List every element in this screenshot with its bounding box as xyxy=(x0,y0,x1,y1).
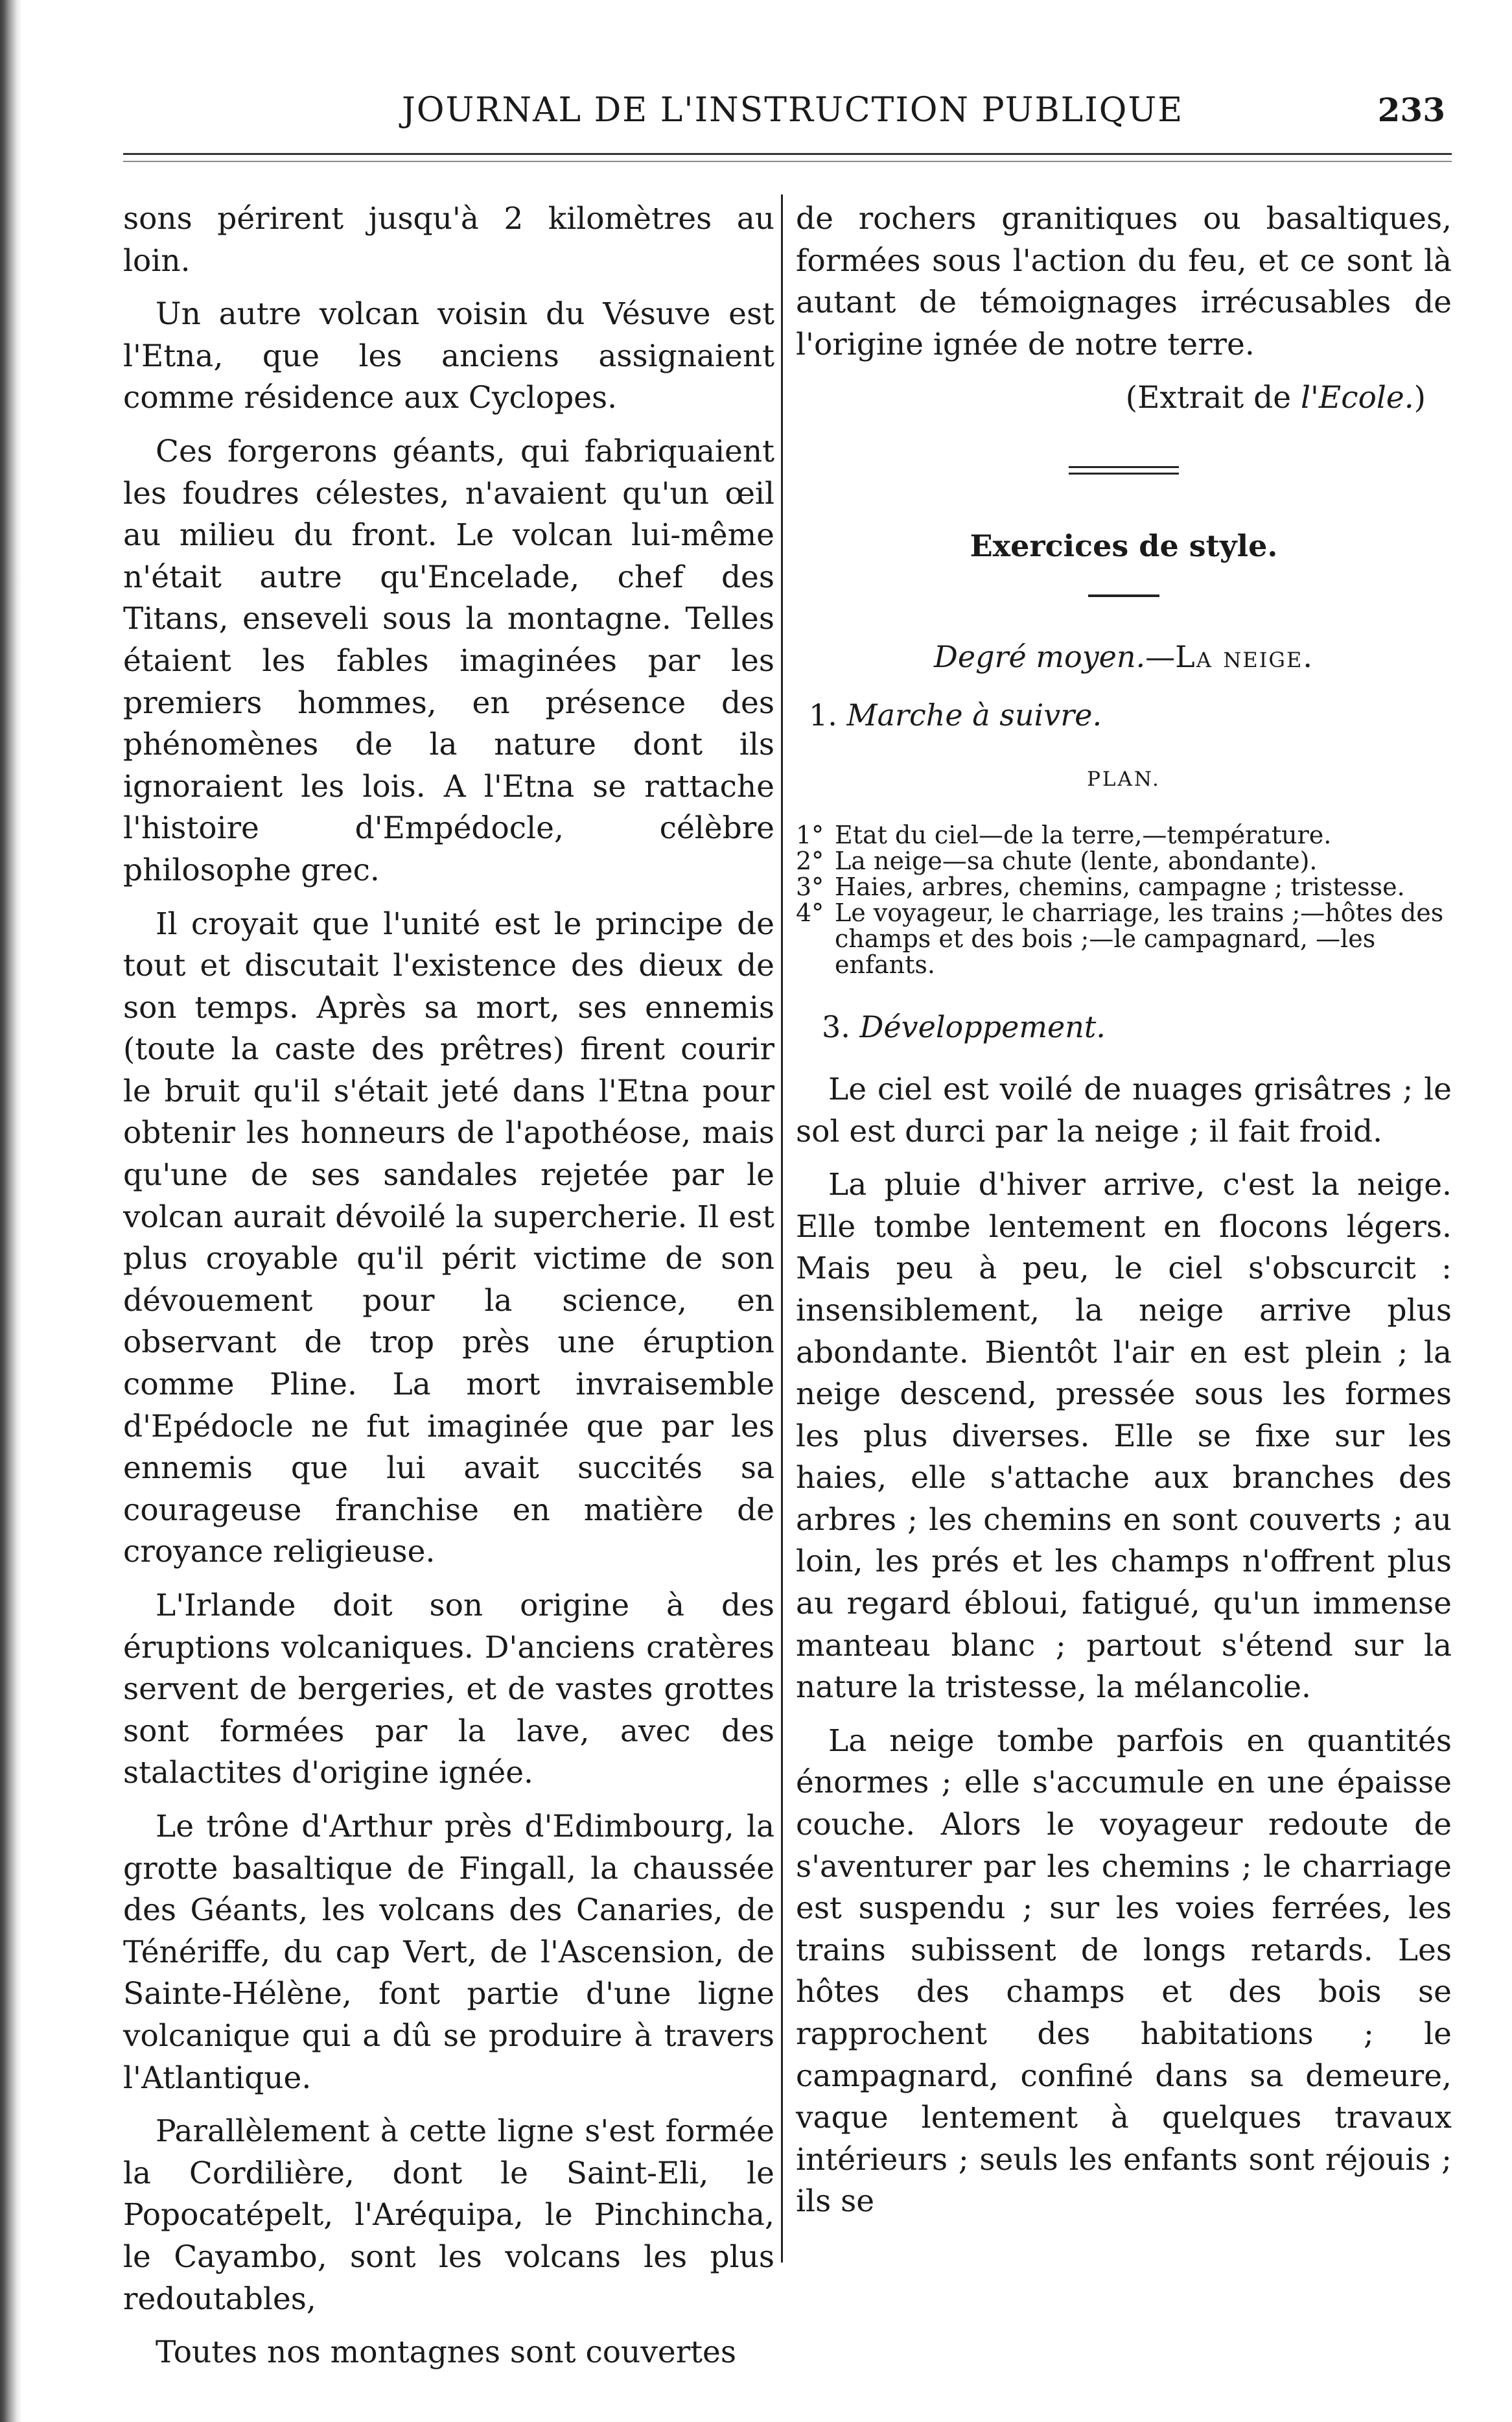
plan-item-number: 2° xyxy=(796,847,824,876)
plan-item-text: Etat du ciel—de la terre,—température. xyxy=(835,821,1332,850)
exercise-topic: La neige. xyxy=(1175,639,1314,674)
degree-dash: — xyxy=(1145,639,1176,674)
credit-prefix: (Extrait de xyxy=(1125,380,1301,416)
plan-item-number: 4° xyxy=(796,899,824,928)
paragraph: L'Irlande doit son origine à des éruptions volcaniques. D'anciens cratères servent de bergeries, et de vastes grottes sont formées par la lave, avec des stalactites d'origine ignée. xyxy=(123,1588,774,1791)
degree-label: Degré moyen. xyxy=(934,639,1146,674)
header-rule xyxy=(123,153,1452,155)
paragraph: Toutes nos montagnes sont couvertes xyxy=(156,2334,736,2371)
paragraph: Ces forgerons géants, qui fabriquaient les foudres célestes, n'avaient qu'un œil au milieu du front. Le volcan lui-même n'était autre qu'Encelade, chef des Titans, enseveli sous la montagne. Telles étaient les fables imaginées par les premiers hommes, en présence des phénomènes de la nature dont ils ignoraient les lois. A l'Etna se rattache l'histoire d'Empédocle, célèbre philosophe grec. xyxy=(123,433,774,888)
plan-item-text: La neige—sa chute (lente, abondante). xyxy=(835,847,1318,876)
plan-item-text: Le voyageur, le charriage, les trains ;—hôtes des champs et des bois ;—le campagnard, —les enfants. xyxy=(835,899,1444,980)
plan-item xyxy=(796,900,1452,978)
plan-item xyxy=(796,848,1452,874)
paragraph: Le ciel est voilé de nuages grisâtres ; le sol est durci par la neige ; il fait froid. xyxy=(796,1071,1452,1149)
paragraph: La neige tombe parfois en quantités énormes ; elle s'accumule en une épaisse couche. Alors le voyageur redoute de s'aventurer par les chemins ; le charriage est suspendu ; sur les voies ferrées, les trains subissent de longs retards. Les hôtes des champs et des bois se rapprochent des habitations ; le campagnard, confiné dans sa demeure, vaque lentement à quelques travaux intérieurs ; seuls les enfants sont réjouis ; ils se xyxy=(796,1722,1452,2220)
paragraph: de rochers granitiques ou basaltiques, formées sous l'action du feu, et ce sont là autant de témoignages irrécusables de l'origine ignée de notre terre. xyxy=(796,201,1452,362)
credit-source: l'Ecole. xyxy=(1300,380,1414,416)
step-label: Développement. xyxy=(859,1009,1106,1045)
plan-item-text: Haies, arbres, chemins, campagne ; tristesse. xyxy=(835,873,1405,902)
step-number: 3. xyxy=(822,1009,850,1045)
journal-title: JOURNAL DE L'INSTRUCTION PUBLIQUE xyxy=(402,91,1184,130)
right-column xyxy=(796,198,1452,2235)
plan-list xyxy=(796,822,1452,978)
page-number: 233 xyxy=(1377,91,1445,129)
plan-label: PLAN. xyxy=(1087,767,1161,791)
plan-item-number: 1° xyxy=(796,821,824,850)
paragraph: Parallèlement à cette ligne s'est formée la Cordilière, dont le Saint-Eli, le Popocatépelt, l'Aréquipa, le Pinchincha, le Cayambo, sont les volcans les plus redoutables, xyxy=(123,2113,774,2317)
running-header xyxy=(117,91,1452,143)
paragraph: Un autre volcan voisin du Vésuve est l'Etna, que les anciens assignaient comme résidence aux Cyclopes. xyxy=(123,296,774,416)
step-heading xyxy=(809,694,1452,736)
step-heading xyxy=(822,1006,1452,1048)
section-separator xyxy=(1069,466,1179,475)
title-rule xyxy=(1088,594,1159,597)
paragraph: Le trône d'Arthur près d'Edimbourg, la grotte basaltique de Fingall, la chaussée des Géants, les volcans des Canaries, de Ténériffe, du cap Vert, de l'Ascension, de Sainte-Hélène, font partie d'une ligne volcanique qui a dû se produire à travers l'Atlantique. xyxy=(123,1808,774,2096)
step-number: 1. xyxy=(809,698,837,733)
step-label: Marche à suivre. xyxy=(846,698,1102,733)
credit-suffix: ) xyxy=(1413,380,1426,416)
plan-item xyxy=(796,874,1452,900)
paragraph: sons périrent jusqu'à 2 kilomètres au loin. xyxy=(123,201,774,279)
column-divider xyxy=(781,194,783,2263)
exercise-heading xyxy=(796,636,1452,678)
section-title: Exercices de style. xyxy=(970,528,1278,563)
plan-item-number: 3° xyxy=(796,873,824,902)
plan-item xyxy=(796,822,1452,848)
paragraph: Il croyait que l'unité est le principe de tout et discutait l'existence des dieux de son temps. Après sa mort, ses ennemis (toute la caste des prêtres) firent courir le bruit qu'il s'était jeté dans l'Etna pour obtenir les honneurs de l'apothéose, mais qu'une de ses sandales rejetée par le volcan aurait dévoilé la supercherie. Il est plus croyable qu'il périt victime de son dévouement pour la science, en observant de trop près une éruption comme Pline. La mort invraisemble d'Epédocle ne fut imaginée que par les ennemis que lui avait succités sa courageuse franchise en matière de croyance religieuse. xyxy=(123,906,774,1570)
paragraph: La pluie d'hiver arrive, c'est la neige. Elle tombe lentement en flocons légers. Mais peu à peu, le ciel s'obscurcit : insensiblement, la neige arrive plus abondante. Bientôt l'air en est plein ; la neige descend, pressée sous les formes les plus diverses. Elle se fixe sur les haies, elle s'attache aux branches des arbres ; les chemins en sont couverts ; au loin, les prés et les champs n'offrent plus au regard ébloui, fatigué, qu'un immense manteau blanc ; partout s'étend sur la nature la tristesse, la mélancolie. xyxy=(796,1167,1452,1706)
page-binding-edge xyxy=(0,0,22,2422)
left-column xyxy=(123,198,774,2386)
header-rule-thin xyxy=(123,161,1452,162)
source-credit xyxy=(796,377,1452,419)
